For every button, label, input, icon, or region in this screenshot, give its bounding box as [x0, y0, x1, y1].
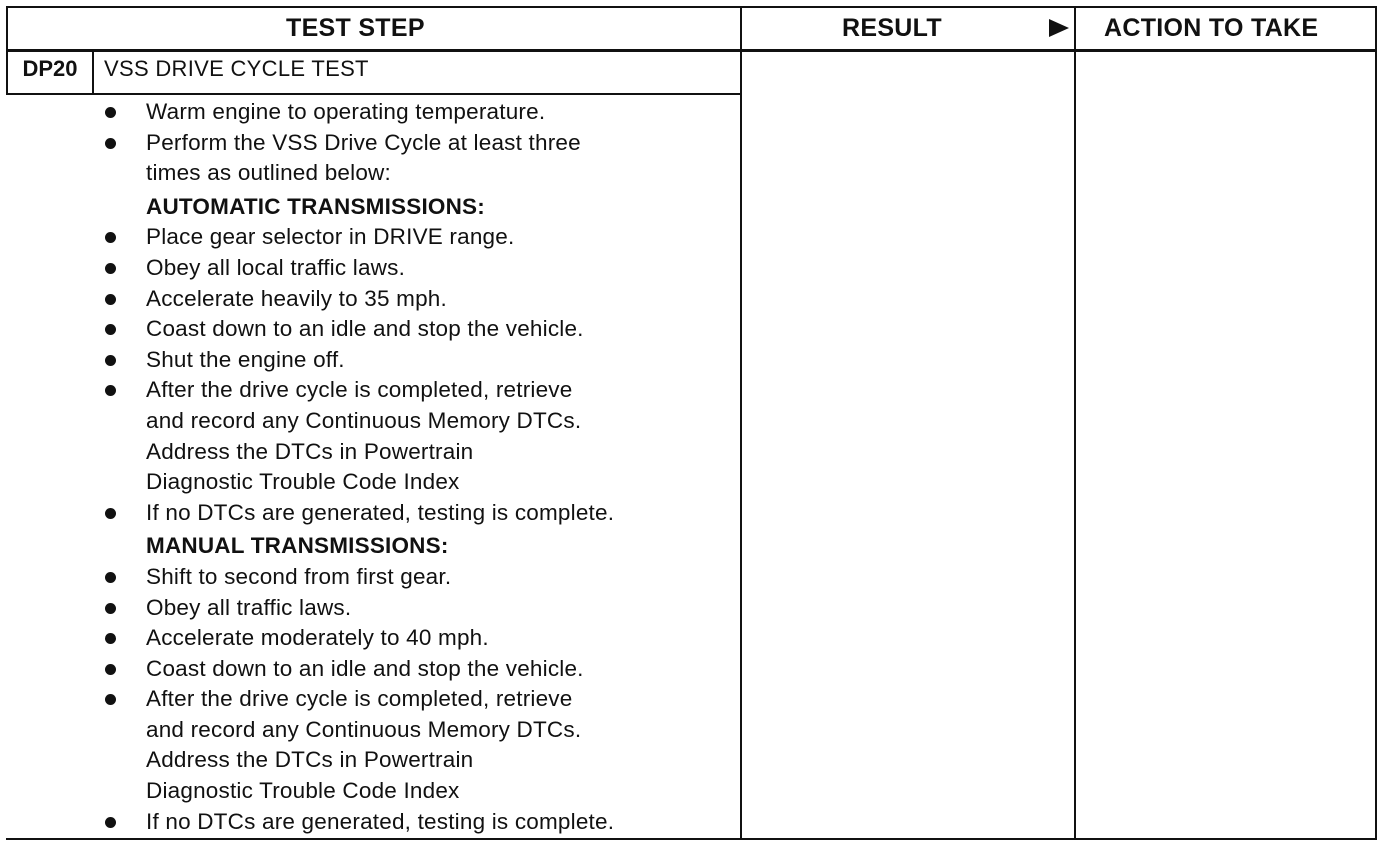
step-row-bottom-border [6, 93, 741, 95]
header-action-to-take: ACTION TO TAKE [1104, 14, 1319, 42]
step-id-divider [92, 50, 94, 95]
table-right-border [1375, 6, 1377, 840]
table-bottom-border [6, 838, 1377, 840]
header-result: RESULT [842, 14, 942, 42]
header-test-step: TEST STEP [286, 14, 425, 42]
procedure-step: Coast down to an idle and stop the vehicle. [146, 314, 736, 345]
procedure-step: Warm engine to operating temperature. [146, 97, 736, 128]
procedure-step: Coast down to an idle and stop the vehicle. [146, 654, 736, 685]
right-triangle-arrow-icon [1049, 19, 1069, 37]
procedure-list [146, 97, 736, 837]
section-heading: MANUAL TRANSMISSIONS: [146, 533, 449, 559]
procedure-step: Accelerate moderately to 40 mph. [146, 623, 736, 654]
table-top-border [6, 6, 1377, 8]
action-column-divider [1074, 6, 1076, 840]
section-heading: AUTOMATIC TRANSMISSIONS: [146, 193, 485, 219]
procedure-step: If no DTCs are generated, testing is complete. [146, 498, 736, 529]
result-column-divider [740, 6, 742, 840]
procedure-step: Perform the VSS Drive Cycle at least three times as outlined below: [146, 128, 736, 189]
procedure-step: Shift to second from first gear. [146, 562, 736, 593]
procedure-step: Accelerate heavily to 35 mph. [146, 284, 736, 315]
procedure-step: Obey all traffic laws. [146, 593, 736, 624]
procedure-step: After the drive cycle is completed, retrieve and record any Continuous Memory DTCs. Address the DTCs in Powertrain Diagnostic Trouble Code Index [146, 684, 736, 806]
procedure-step: If no DTCs are generated, testing is complete. [146, 807, 736, 838]
procedure-step: After the drive cycle is completed, retrieve and record any Continuous Memory DTCs. Address the DTCs in Powertrain Diagnostic Trouble Code Index [146, 375, 736, 497]
procedure-step: Obey all local traffic laws. [146, 253, 736, 284]
procedure-step: Place gear selector in DRIVE range. [146, 222, 736, 253]
step-title: VSS DRIVE CYCLE TEST [104, 56, 369, 81]
step-id: DP20 [22, 56, 78, 81]
header-bottom-border [6, 49, 1377, 52]
procedure-step: Shut the engine off. [146, 345, 736, 376]
